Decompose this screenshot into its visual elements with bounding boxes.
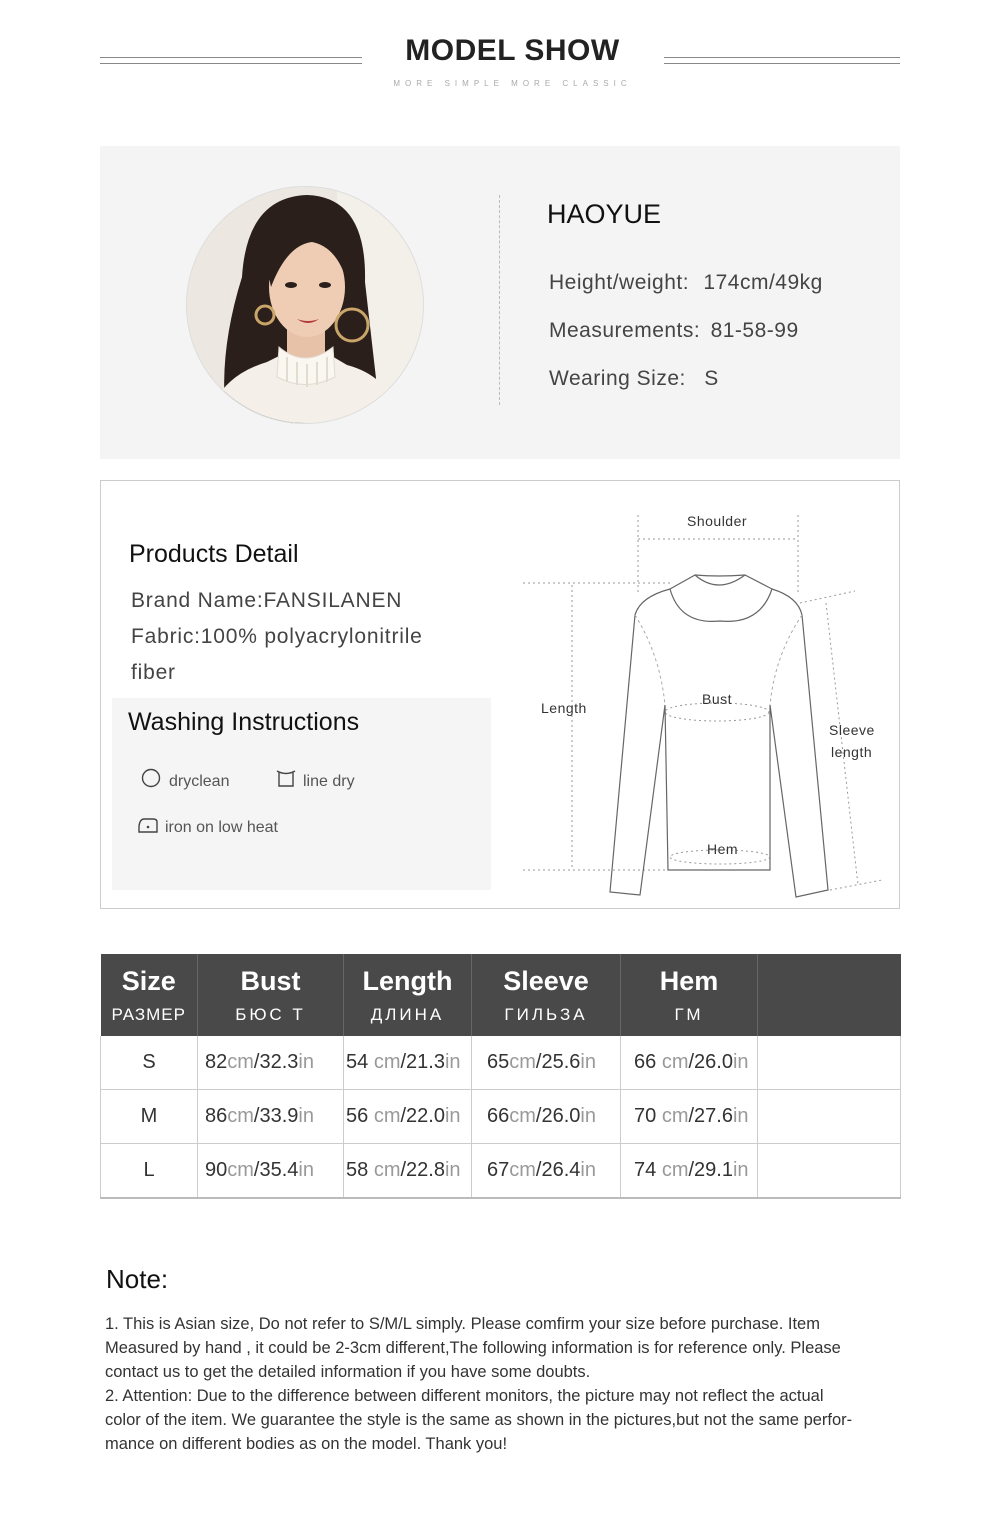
diagram-label-shoulder: Shoulder — [687, 513, 748, 529]
bust-cell: 82cm/32.3in — [198, 1036, 344, 1090]
note-line: mance on different bodies as on the model. Thank you! — [105, 1435, 508, 1453]
products-detail-title: Products Detail — [129, 540, 299, 568]
length-cell: 54 cm/21.3in — [344, 1036, 472, 1090]
iron-icon — [137, 816, 159, 834]
header-size: Size РАЗМЕР — [101, 954, 198, 1036]
hem-cell: 70 cm/27.6in — [621, 1090, 758, 1144]
header-bust: Bust БЮС Т — [198, 954, 344, 1036]
note-line: 2. Attention: Due to the difference between different monitors, the picture may not reflect the actual — [105, 1387, 824, 1405]
length-cell: 56 cm/22.0in — [344, 1090, 472, 1144]
size-chart-table — [100, 954, 901, 1199]
note-line: color of the item. We guarantee the style is the same as shown in the pictures,but not the same perfor- — [105, 1411, 853, 1429]
fabric-line-2: fiber — [131, 661, 176, 684]
model-name: HAOYUE — [547, 199, 662, 229]
height-weight-label: Height/weight: — [549, 271, 690, 294]
header-sleeve: Sleeve ГИЛЬЗА — [472, 954, 621, 1036]
length-cell: 58 cm/22.8in — [344, 1144, 472, 1199]
sleeve-cell: 65cm/25.6in — [472, 1036, 621, 1090]
header-length: Length ДЛИНА — [344, 954, 472, 1036]
wash-label-dryclean: dryclean — [169, 773, 230, 790]
table-row — [101, 1090, 901, 1144]
model-divider — [499, 195, 500, 405]
circle-icon — [141, 768, 161, 788]
brand-name: Brand Name:FANSILANEN — [131, 589, 403, 612]
diagram-label-sleeve-1: Sleeve — [829, 722, 875, 738]
header-empty — [758, 954, 901, 1036]
table-row — [101, 1144, 901, 1199]
model-portrait-illustration — [187, 187, 423, 423]
section-subtitle: MORE SIMPLE MORE CLASSIC — [393, 79, 632, 88]
header-hem: Hem ГМ — [621, 954, 758, 1036]
diagram-label-bust: Bust — [702, 691, 733, 707]
wearing-size-value: S — [704, 367, 719, 390]
note-line: 1. This is Asian size, Do not refer to S/M/L simply. Please comfirm your size before purchase. Item — [105, 1315, 820, 1333]
measurements-label: Measurements: — [549, 319, 701, 342]
size-cell: S — [101, 1036, 198, 1090]
wearing-size-label: Wearing Size: — [549, 367, 686, 390]
washing-instructions-title: Washing Instructions — [128, 708, 360, 736]
model-measurements — [549, 319, 799, 343]
size-cell: L — [101, 1144, 198, 1199]
section-title: MODEL SHOW — [405, 34, 620, 67]
hem-cell: 74 cm/29.1in — [621, 1144, 758, 1199]
model-height-weight — [549, 271, 823, 295]
note-line: contact us to get the detailed information if you have some doubts. — [105, 1363, 591, 1381]
model-wearing-size — [549, 367, 719, 391]
fabric-line-1: Fabric:100% polyacrylonitrile — [131, 625, 423, 648]
diagram-label-length: Length — [541, 700, 587, 716]
empty-cell — [758, 1036, 901, 1090]
wash-label-iron: iron on low heat — [165, 819, 278, 836]
line-dry-icon — [275, 768, 297, 788]
bust-cell: 90cm/35.4in — [198, 1144, 344, 1199]
diagram-label-sleeve-2: length — [831, 744, 873, 760]
height-weight-value: 174cm/49kg — [703, 271, 823, 294]
note-line: Measured by hand , it could be 2-3cm different,The following information is for reference only. Please — [105, 1339, 841, 1357]
measurements-value: 81-58-99 — [710, 319, 799, 342]
note-title: Note: — [106, 1264, 169, 1294]
wash-label-line-dry: line dry — [303, 773, 355, 790]
table-header-row — [101, 954, 901, 1036]
empty-cell — [758, 1144, 901, 1199]
sleeve-cell: 67cm/26.4in — [472, 1144, 621, 1199]
table-row — [101, 1036, 901, 1090]
bust-cell: 86cm/33.9in — [198, 1090, 344, 1144]
hem-cell: 66 cm/26.0in — [621, 1036, 758, 1090]
sleeve-cell: 66cm/26.0in — [472, 1090, 621, 1144]
size-cell: M — [101, 1090, 198, 1144]
empty-cell — [758, 1090, 901, 1144]
diagram-label-hem: Hem — [707, 841, 739, 857]
model-photo — [187, 187, 423, 423]
